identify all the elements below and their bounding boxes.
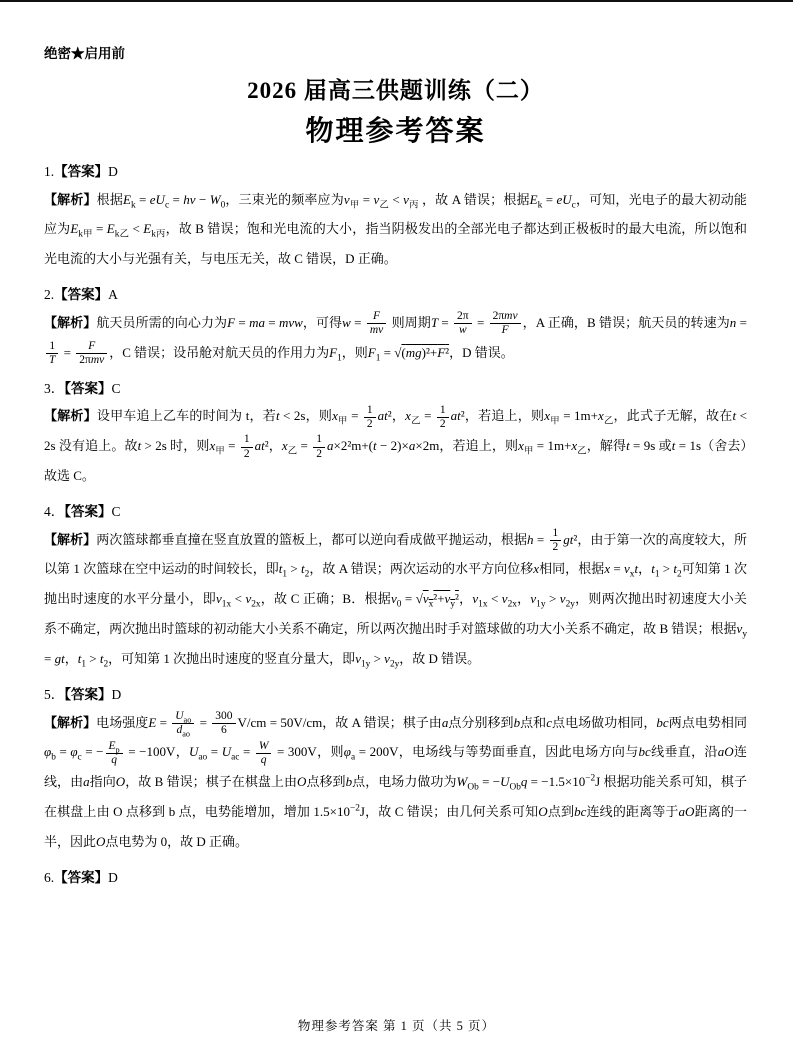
page-footer: 物理参考答案 第 1 页（共 5 页） [297, 1019, 496, 1033]
answer-label: 【答案】 [64, 686, 112, 702]
question-block [44, 684, 747, 857]
answer-value: D [111, 686, 122, 702]
question-block [44, 867, 747, 889]
classification-label: 绝密★启用前 [44, 46, 125, 61]
analysis-paragraph: 【解析】航天员所需的向心力为F = ma = mvw，可得w = $\frac{F}{mv}$ 则周期T = $\frac{2\pi}{w}$ = $\frac{\text{2πmv}}{F}$ ，A 正确，B 错误；航天员的转速为n = $\frac{1}{T}$ = $\frac{F}{\text{2πmv}}$ ，C 错误；设吊舱对航天员的作用力为$F_1$，则$F_1 = √(mg)^2+F^2$，D 错误。 [44, 310, 747, 367]
answers-list [44, 161, 747, 889]
analysis-paragraph: 【解析】两次篮球都垂直撞在竖直放置的篮板上，都可以逆向看成做平抛运动，根据h = $\frac{1}{2}$ gt²，由于第一次的高度较大，所以第 1 次篮球在空中运动的时间较长，即$t_1 > t_2$，故 A 错误；两次运动的水平方向位移x相同，根据$x = v_xt$，$t_1 > t_2$可知第 1 次抛出时速度的水平分量小，即$v_{1x} < v_{2x}$，故 C 正确；B．根据$v_0 = √v_x^2+v_y^2$，$v_{1x} < v_{2x}$，$v_{1y} > v_{2y}$，则两次抛出时初速度大小关系不确定，两次抛出时篮球的初动能大小关系不确定，所以两次抛出时手对篮球做的功大小关系不确定，故 B 错误；根据$v_y$ = gt，$t_1 > t_2$，可知第 1 次抛出时速度的竖直分量大，即$v_{1y} > v_{2y}$，故 D 错误。 [44, 526, 747, 670]
question-block [44, 161, 747, 274]
question-number: 5． [44, 686, 65, 702]
question-block [44, 378, 747, 491]
answer-label: 【答案】 [64, 380, 112, 396]
answer-label: 【答案】 [64, 503, 112, 519]
answer-line [44, 284, 747, 306]
answer-value: A [108, 287, 118, 303]
document-subtitle: 物理参考答案 [305, 116, 486, 147]
answer-line [44, 161, 747, 183]
document-title: 2026 届高三供题训练（二） [247, 78, 544, 103]
answer-line [44, 378, 747, 400]
question-number: 3． [44, 380, 65, 396]
question-number: 2. [44, 287, 55, 303]
answer-label: 【答案】 [54, 164, 109, 179]
answer-value: D [108, 870, 118, 885]
answer-line [44, 867, 747, 889]
answer-value: D [108, 164, 118, 179]
answer-value: C [111, 503, 121, 519]
question-number: 6. [44, 870, 55, 885]
analysis-paragraph: 【解析】根据$E_k = eU_c = h\nu - W_0$，三束光的频率应为$\nu_甲 = \nu_乙 < \nu_丙$ ，故 A 错误；根据$E_k = eU_c$，可知，光电子的最大初动能应为$E_{k甲} = E_{k乙} < E_{k丙}$，故 B 错误；饱和光电流的大小，指当阴极发出的全部光电子都达到正极板时的最大电流，所以饱和光电流的大小与光强有关，与电压无关，故 C 错误，D 正确。 [44, 191, 747, 267]
question-number: 4． [44, 503, 65, 519]
answer-label: 【答案】 [54, 870, 109, 885]
analysis-paragraph: 【解析】电场强度E = $\frac{U_{ao}}{d_{ao}}$ = $\frac{300}{6}$ V/cm = 50V/cm，故 A 错误；棋子由a点分别移到b点和c点电场做功相同，bc两点电势相同$\varphi_b = \varphi_c$ = − $\frac{E_p}{q}$ = −100V，$U_{ao} = U_{ac}$ = $\frac{W}{q}$ = 300V，则$\varphi_a = 200V$，电场线与等势面垂直，因此电场方向与bc线垂直，沿aO连线，由a指向O，故 B 错误；棋子在棋盘上由O点移到b点，电场力做功为$W_{Ob} = -U_{Ob}q = -1.5\times 10^{-2}J$ 根据功能关系可知，棋子在棋盘上由 O 点移到 b 点，电势能增加，增加 $1.5\times 10^{-2}J$，故 C 错误；由几何关系可知O点到bc连线的距离等于aO距离的一半，因此O点电势为 0，故 D 正确。 [44, 709, 747, 850]
question-number: 1. [44, 164, 55, 179]
answer-line [44, 684, 747, 706]
answer-line [44, 501, 747, 523]
question-block [44, 284, 747, 367]
analysis-paragraph: 【解析】设甲车追上乙车的时间为 t，若t < 2s，则$x_甲$ = $\frac{1}{2}$ at²，$x_乙$ = $\frac{1}{2}$ at²，若追上，则$x_甲 = 1m+x_乙$，此式子无解，故在t < 2s 没有追上。故t > 2s 时，则$x_甲$ = $\frac{1}{2}$ at²，$x_乙$ = $\frac{1}{2}$ a×2²m+(t − 2)×a×2m，若追上，则$x_甲 = 1m+x_乙$，解得t = 9s 或t = 1s（舍去）故选 C。 [44, 403, 747, 484]
answer-value: C [111, 380, 121, 396]
answer-label: 【答案】 [54, 287, 109, 303]
question-block [44, 501, 747, 674]
